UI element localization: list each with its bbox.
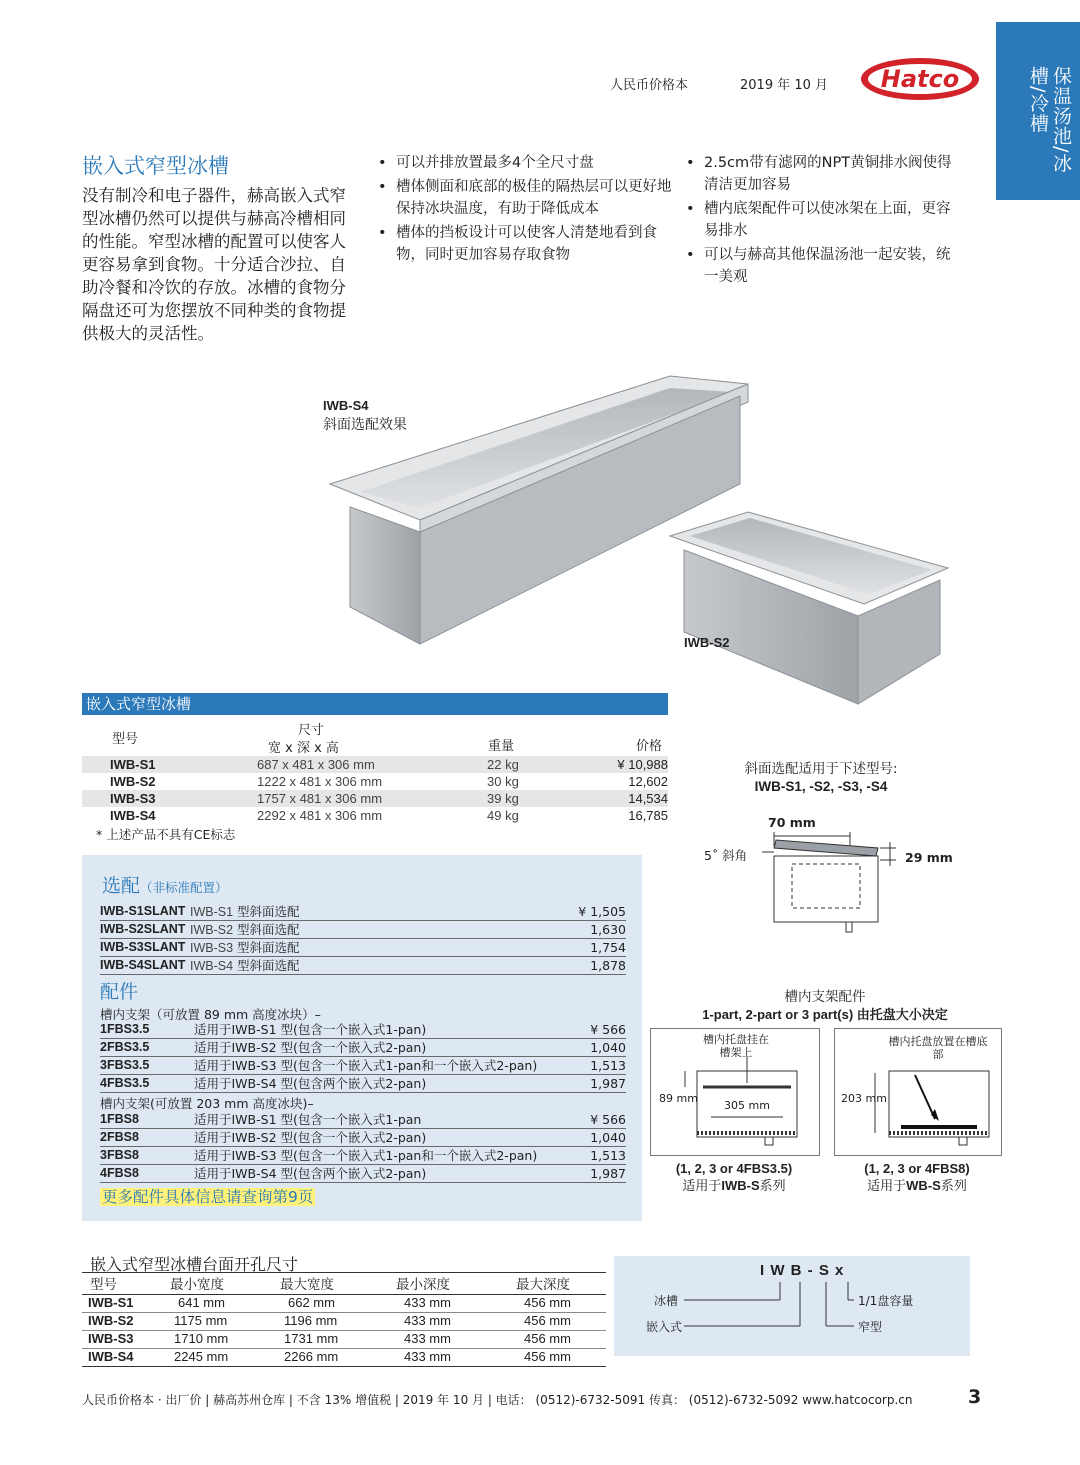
right-height-dim: 203 mm	[841, 1092, 887, 1105]
accessory-row: 1FBS8 适用于IWB-S1 型(包含一个嵌入式1-pan ¥ 566	[100, 1112, 626, 1127]
left-height-dim: 89 mm	[659, 1092, 698, 1105]
accessory-row: 3FBS8 适用于IWB-S3 型(包含一个嵌入式1-pan和一个嵌入式2-pan) 1,513	[100, 1148, 626, 1163]
col-model-header: 型号	[112, 732, 139, 747]
ce-note: * 上述产品不具有CE标志	[96, 827, 236, 842]
slant-diagram-title: 斜面选配适用于下述型号: IWB-S1, -S2, -S3, -S4	[744, 761, 898, 794]
accessory-row: 4FBS8 适用于IWB-S4 型(包含两个嵌入式2-pan) 1,987	[100, 1166, 626, 1181]
accessory-row: 2FBS3.5 适用于IWB-S2 型(包含一个嵌入式2-pan) 1,040	[100, 1040, 626, 1055]
options-heading: 选配（非标准配置）	[102, 875, 228, 897]
accessory-row: 1FBS3.5 适用于IWB-S1 型(包含一个嵌入式1-pan) ¥ 566	[100, 1022, 626, 1037]
header-catalog: 人民币价格本	[610, 78, 689, 93]
legend-capacity: 1/1盘容量	[858, 1294, 914, 1308]
table-row: IWB-S2 1222 x 481 x 306 mm 30 kg 12,602	[110, 774, 668, 789]
left-caption: (1, 2, 3 or 4FBS3.5) 适用于IWB-S系列	[675, 1161, 793, 1194]
table-row: IWB-S3 1757 x 481 x 306 mm 39 kg 14,534	[82, 790, 668, 807]
support-title: 槽内支架配件 1-part, 2-part or 3 part(s) 由托盘大小决定	[702, 989, 948, 1022]
bullet: • 槽体的挡板设计可以使客人清楚地看到食物，同时更加容易存取食物	[378, 222, 674, 266]
bullets-col1	[378, 152, 674, 268]
legend-ice: 冰槽	[654, 1294, 679, 1308]
iwb-s4-caption: 斜面选配效果	[323, 417, 407, 433]
legend-narrow: 窄型	[858, 1320, 883, 1334]
table-row: IWB-S4 2292 x 481 x 306 mm 49 kg 16,785	[110, 808, 668, 823]
price-table-title: 嵌入式窄型冰槽	[82, 693, 668, 715]
bullet: • 槽内底架配件可以使冰架在上面，更容易排水	[686, 198, 962, 242]
section-tab-label: 保温汤池/冰槽/冷槽	[1027, 66, 1072, 174]
accessory-row: 3FBS3.5 适用于IWB-S3 型(包含一个嵌入式1-pan和一个嵌入式2-pan) 1,513	[100, 1058, 626, 1073]
logo-text: Hatco	[880, 65, 960, 93]
product-image	[320, 372, 960, 712]
cutout-rule	[82, 1272, 606, 1273]
iwb-s4-label	[323, 397, 407, 435]
right-caption: (1, 2, 3 or 4FBS8) 适用于WB-S系列	[864, 1161, 970, 1194]
right-tray-label: 槽内托盘放置在槽底部	[888, 1035, 988, 1061]
cutout-row: IWB-S4 2245 mm 2266 mm 433 mm 456 mm	[82, 1348, 606, 1367]
option-row: IWB-S1SLANT IWB-S1 型斜面选配 ¥ 1,505	[100, 904, 626, 919]
legend-dropin: 嵌入式	[646, 1320, 683, 1334]
footer-text: 人民币价格本 · 出厂价 | 赫高苏州仓库 | 不含 13% 增值税 | 2019 年 10 月 | 电话： (0512)-6732-5091 传真： (0512)-6732-5092 www.hatcocorp.cn	[82, 1393, 913, 1407]
more-info-link[interactable]: 更多配件具体信息请查询第9页	[102, 1188, 314, 1206]
model-code-legend	[614, 1256, 970, 1356]
col-weight-header: 重量	[488, 739, 515, 754]
dim-side: 29 mm	[905, 850, 953, 865]
hatco-logo	[860, 56, 984, 102]
section-tab	[996, 22, 1080, 200]
option-row: IWB-S3SLANT IWB-S3 型斜面选配 1,754	[100, 940, 626, 955]
bullets-col2	[686, 152, 962, 290]
left-width-dim: 305 mm	[724, 1099, 770, 1112]
slant-diagram	[700, 812, 960, 942]
cutout-row: IWB-S2 1175 mm 1196 mm 433 mm 456 mm	[82, 1312, 606, 1331]
page-title: 嵌入式窄型冰槽	[82, 154, 229, 178]
bullet: • 槽体侧面和底部的极佳的隔热层可以更好地保持冰块温度，有助于降低成本	[378, 176, 674, 220]
bullet: • 可以并排放置最多4个全尺寸盘	[378, 152, 674, 174]
option-row: IWB-S2SLANT IWB-S2 型斜面选配 1,630	[100, 922, 626, 937]
cutout-row: IWB-S1 641 mm 662 mm 433 mm 456 mm	[82, 1294, 606, 1313]
iwb-s2-model: IWB-S2	[684, 635, 730, 650]
col-size-header: 尺寸	[298, 723, 325, 738]
col-price-header: 价格	[636, 739, 663, 754]
bullet: • 可以与赫高其他保温汤池一起安装，统一美观	[686, 244, 962, 288]
options-panel	[82, 855, 642, 1221]
intro-text: 没有制冷和电子器件，赫高嵌入式窄型冰槽仍然可以提供与赫高冷槽相同的性能。窄型冰槽的配置可以使客人更容易拿到食物。十分适合沙拉、自助冷餐和冷饮的存放。冰槽的食物分隔盘还可为您摆放不同种类的食物提供极大的灵活性。	[82, 186, 346, 343]
model-code: I W B - S x	[760, 1262, 845, 1279]
slant-angle: 5˚ 斜角	[704, 848, 748, 863]
cutout-row: IWB-S3 1710 mm 1731 mm 433 mm 456 mm	[82, 1330, 606, 1349]
group2-title: 槽内支架(可放置 203 mm 高度冰块)–	[100, 1096, 314, 1111]
accessories-heading: 配件	[100, 981, 139, 1003]
iwb-s4-model: IWB-S4	[323, 398, 369, 413]
dim-top: 70 mm	[768, 815, 816, 830]
group1-title: 槽内支架（可放置 89 mm 高度冰块）–	[100, 1007, 321, 1022]
page-number: 3	[968, 1386, 982, 1408]
accessory-row: 2FBS8 适用于IWB-S2 型(包含一个嵌入式2-pan) 1,040	[100, 1130, 626, 1145]
header-date: 2019 年 10 月	[740, 78, 829, 93]
iwb-s2-pan	[670, 512, 948, 704]
table-row: IWB-S1 687 x 481 x 306 mm 22 kg ¥ 10,988	[82, 756, 668, 773]
option-row: IWB-S4SLANT IWB-S4 型斜面选配 1,878	[100, 958, 626, 973]
col-size-subheader: 宽 x 深 x 高	[268, 741, 339, 756]
cutout-header-row: 型号 最小宽度 最大宽度 最小深度 最大深度	[82, 1276, 606, 1295]
accessory-row: 4FBS3.5 适用于IWB-S4 型(包含两个嵌入式2-pan) 1,987	[100, 1076, 626, 1091]
price-table	[82, 718, 668, 843]
cutout-title: 嵌入式窄型冰槽台面开孔尺寸	[90, 1255, 299, 1274]
iwb-s2-label	[684, 634, 730, 653]
left-tray-label: 槽内托盘挂在槽架上	[703, 1033, 769, 1059]
bullet: • 2.5cm带有滤网的NPT黄铜排水阀使得清洁更加容易	[686, 152, 962, 196]
